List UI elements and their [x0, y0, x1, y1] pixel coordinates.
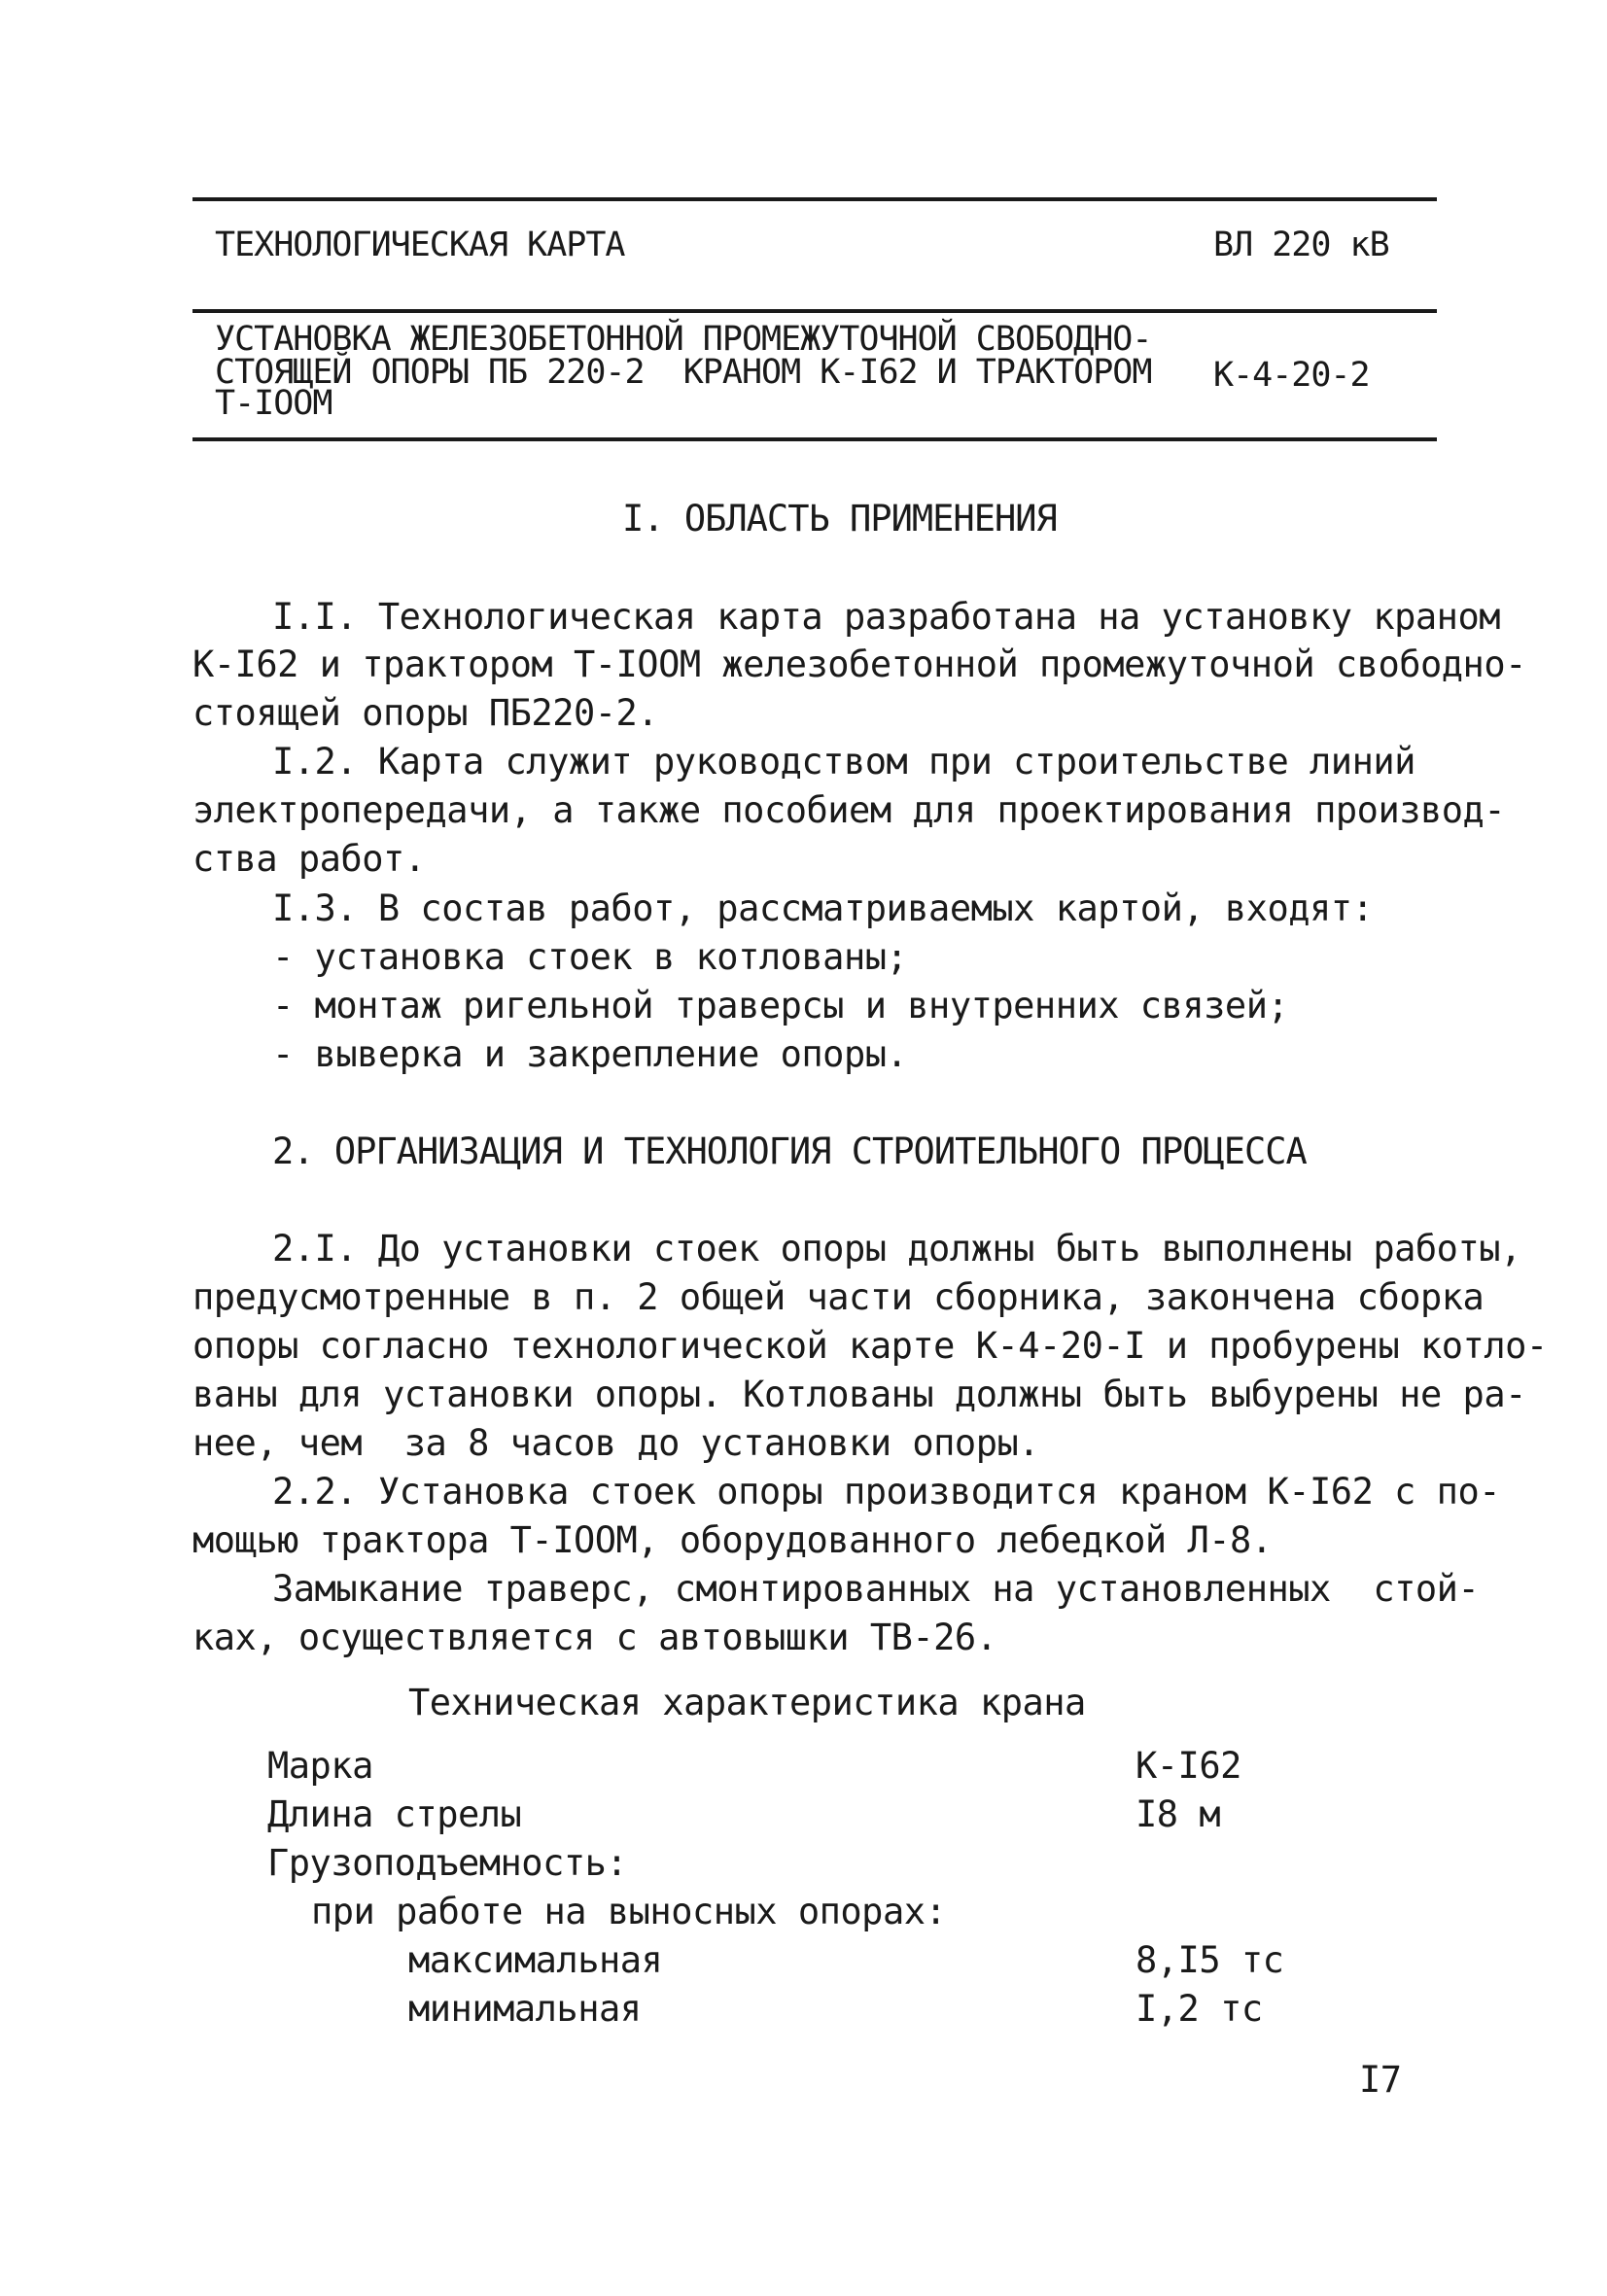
paragraph-line: предусмотренные в п. 2 общей части сборника, закончена сборка	[192, 1276, 1485, 1318]
paragraph-line: опоры согласно технологической карте К-4-20-I и пробурены котло-	[192, 1325, 1548, 1367]
paragraph-line: ваны для установки опоры. Котлованы должны быть выбурены не ра-	[192, 1374, 1526, 1415]
paragraph-line: электропередачи, а также пособием для проектирования производ-	[192, 789, 1506, 831]
header-bottom-rule	[192, 437, 1437, 441]
title-line-3: Т-IООМ	[215, 384, 332, 423]
header-mid-rule	[192, 309, 1437, 313]
spec-label: Длина стрелы	[267, 1793, 522, 1835]
title-line-1: УСТАНОВКА ЖЕЛЕЗОБЕТОННОЙ ПРОМЕЖУТОЧНОЙ СВОБОДНО-	[215, 320, 1152, 359]
line-voltage: ВЛ 220 кВ	[1213, 226, 1389, 264]
spec-value: I,2 тс	[1135, 1988, 1263, 2030]
spec-value: I8 м	[1135, 1793, 1221, 1835]
paragraph-line: ках, осуществляется с автовышки ТВ-26.	[192, 1617, 997, 1658]
spec-label: максимальная	[408, 1939, 663, 1981]
paragraph-line: I.2. Карта служит руководством при строительстве линий	[272, 741, 1415, 783]
doc-type: ТЕХНОЛОГИЧЕСКАЯ КАРТА	[215, 226, 625, 264]
list-item: - выверка и закрепление опоры.	[272, 1033, 908, 1075]
paragraph-line: Замыкание траверс, смонтированных на установленных стой-	[272, 1568, 1480, 1610]
paragraph-line: К-I62 и трактором Т-IООМ железобетонной промежуточной свободно-	[192, 644, 1526, 685]
paragraph-line: I.I. Технологическая карта разработана на установку краном	[272, 596, 1501, 638]
spec-label: Грузоподъемность:	[267, 1842, 628, 1884]
section-1-heading: I. ОБЛАСТЬ ПРИМЕНЕНИЯ	[622, 498, 1057, 539]
spec-label: минимальная	[408, 1988, 642, 2030]
spec-value: К-I62	[1135, 1745, 1241, 1787]
spec-title: Техническая характеристика крана	[408, 1682, 1086, 1723]
doc-code: К-4-20-2	[1213, 356, 1370, 395]
paragraph-line: ства работ.	[192, 838, 426, 880]
list-item: - монтаж ригельной траверсы и внутренних связей;	[272, 985, 1289, 1026]
spec-label: при работе на выносных опорах:	[311, 1891, 947, 1932]
paragraph-line: нее, чем за 8 часов до установки опоры.	[192, 1422, 1040, 1464]
paragraph-line: I.3. В состав работ, рассматриваемых картой, входят:	[272, 887, 1374, 929]
title-line-2: СТОЯЩЕЙ ОПОРЫ ПБ 220-2 КРАНОМ К-I62 И ТРАКТОРОМ	[215, 353, 1152, 392]
spec-value: 8,I5 тс	[1135, 1939, 1284, 1981]
paragraph-line: 2.I. До установки стоек опоры должны быть выполнены работы,	[272, 1228, 1521, 1270]
list-item: - установка стоек в котлованы;	[272, 936, 908, 978]
paragraph-line: стоящей опоры ПБ220-2.	[192, 692, 659, 734]
header-top-rule	[192, 197, 1437, 201]
page-number: I7	[1359, 2059, 1402, 2101]
paragraph-line: мощью трактора Т-IООМ, оборудованного лебедкой Л-8.	[192, 1519, 1273, 1561]
spec-label: Марка	[267, 1745, 373, 1787]
section-2-heading: 2. ОРГАНИЗАЦИЯ И ТЕХНОЛОГИЯ СТРОИТЕЛЬНОГО ПРОЦЕССА	[272, 1131, 1307, 1172]
paragraph-line: 2.2. Установка стоек опоры производится краном К-I62 с по-	[272, 1471, 1501, 1513]
